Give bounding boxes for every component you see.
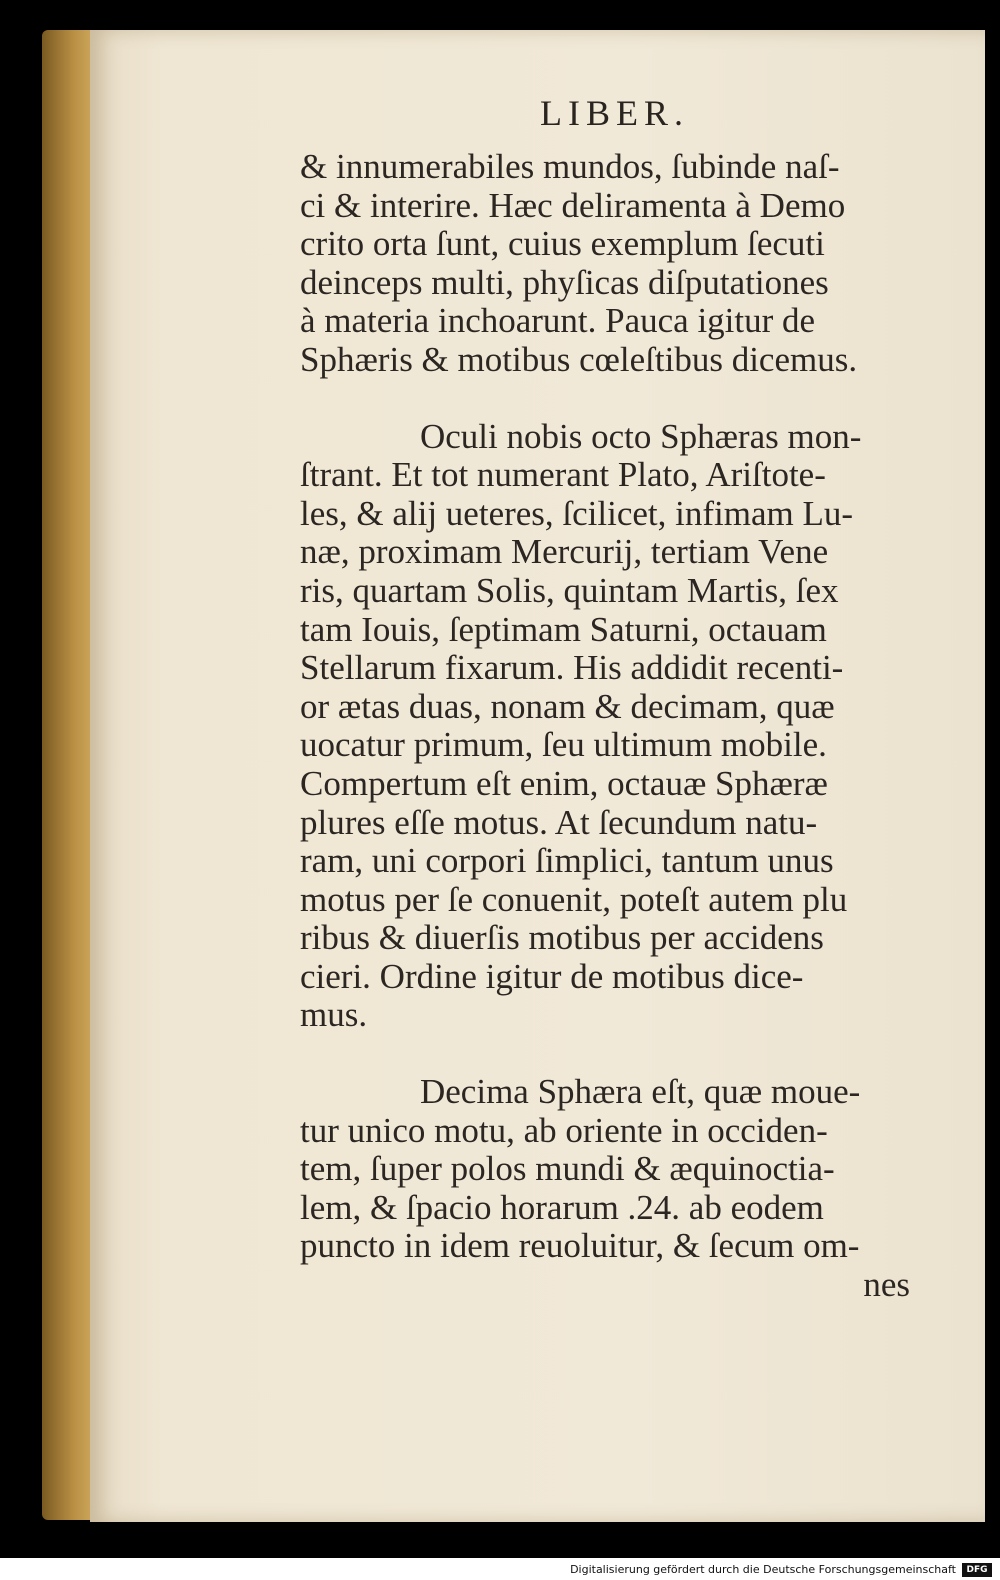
paragraph-gap bbox=[300, 380, 950, 418]
text-line: Sphæris & motibus cœleſtibus dicemus. bbox=[300, 339, 858, 379]
text-line: Oculi nobis octo Sphæras mon- bbox=[420, 416, 862, 456]
text-line: ribus & diuerſis motibus per accidens bbox=[300, 918, 824, 958]
catchword: nes bbox=[863, 1265, 910, 1305]
text-line: lem, & ſpacio horarum .24. ab eodem bbox=[300, 1187, 824, 1227]
text-line: motus per ſe conuenit, poteſt autem plu bbox=[300, 879, 848, 919]
text-line: cieri. Ordine igitur de motibus dice- bbox=[300, 956, 804, 996]
text-line: tur unico motu, ab oriente in occiden- bbox=[300, 1110, 828, 1150]
text-line: ſtrant. Et tot numerant Plato, Ariſtote- bbox=[300, 455, 826, 495]
dfg-logo: DFG bbox=[962, 1563, 992, 1577]
text-line: tam Iouis, ſeptimam Saturni, octauam bbox=[300, 609, 827, 649]
text-line: ci & interire. Hæc deliramenta à Demo bbox=[300, 185, 846, 225]
text-line: Compertum eſt enim, octauæ Sphæræ bbox=[300, 763, 828, 803]
footer-bar bbox=[0, 1558, 1000, 1580]
text-line: les, & alij ueteres, ſcilicet, infimam Lu- bbox=[300, 493, 854, 533]
text-line: Stellarum fixarum. His addidit recenti- bbox=[300, 648, 844, 688]
running-head: LIBER. bbox=[540, 93, 689, 133]
text-line: tem, ſuper polos mundi & æquinoctia- bbox=[300, 1149, 835, 1189]
footer-credit: Digitalisierung gefördert durch die Deutsche Forschungsgemeinschaft bbox=[570, 1563, 956, 1576]
text-line: plures eſſe motus. At ſecundum natu- bbox=[300, 802, 818, 842]
text-block bbox=[300, 148, 950, 1305]
text-line: ris, quartam Solis, quintam Martis, ſex bbox=[300, 570, 839, 610]
text-line: Decima Sphæra eſt, quæ moue- bbox=[420, 1072, 861, 1112]
text-line: næ, proximam Mercurij, tertiam Vene bbox=[300, 532, 829, 572]
text-line: & innumerabiles mundos, ſubinde naſ- bbox=[300, 147, 840, 186]
paragraph-gap bbox=[300, 1035, 950, 1073]
text-line: or ætas duas, nonam & decimam, quæ bbox=[300, 686, 835, 726]
text-line: ram, uni corpori ſimplici, tantum unus bbox=[300, 841, 834, 881]
text-line: uocatur primum, ſeu ultimum mobile. bbox=[300, 725, 827, 765]
text-line: mus. bbox=[300, 995, 368, 1035]
text-line: deinceps multi, phyſicas diſputationes bbox=[300, 262, 829, 302]
text-line: puncto in idem reuoluitur, & ſecum om- bbox=[300, 1226, 860, 1266]
text-line: à materia inchoarunt. Pauca igitur de bbox=[300, 301, 816, 341]
text-line: crito orta ſunt, cuius exemplum ſecuti bbox=[300, 224, 825, 264]
